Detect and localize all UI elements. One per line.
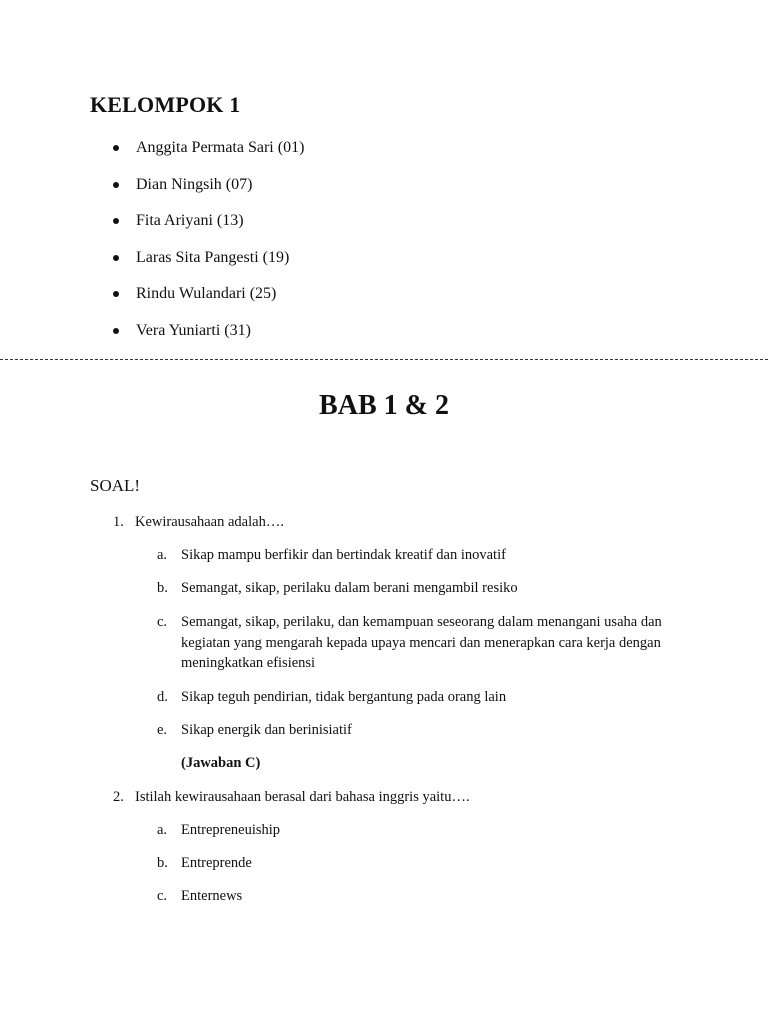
member-name: Rindu Wulandari (25): [136, 285, 277, 303]
list-item: [113, 210, 304, 247]
option-text: Sikap mampu berfikir dan bertindak kreatif dan inovatif: [181, 547, 506, 563]
option-1e: [157, 720, 677, 741]
chapter-title: BAB 1 & 2: [319, 390, 449, 421]
option-text: Sikap teguh pendirian, tidak bergantung pada orang lain: [181, 689, 507, 705]
option-1d: [157, 687, 677, 708]
bullet-icon: [113, 182, 119, 188]
option-text: Enternews: [181, 888, 243, 904]
list-item: [113, 174, 304, 211]
option-letter: c.: [157, 614, 168, 630]
option-1a: [157, 545, 677, 566]
list-item: [113, 283, 304, 320]
option-text: Sikap energik dan berinisiatif: [181, 722, 352, 738]
list-item: [113, 137, 304, 174]
option-text: Entrepreneuiship: [181, 822, 281, 838]
option-letter: a.: [157, 547, 168, 563]
member-name: Anggita Permata Sari (01): [136, 139, 305, 156]
bullet-icon: [113, 218, 119, 224]
option-1c: [157, 612, 677, 674]
bullet-icon: [113, 145, 119, 151]
option-letter: e.: [157, 722, 168, 738]
question-number: 1.: [113, 514, 124, 530]
group-title: KELOMPOK 1: [90, 92, 241, 117]
answer-label: (Jawaban C): [181, 755, 261, 771]
option-2c: [157, 886, 677, 907]
question-text: Kewirausahaan adalah….: [135, 514, 284, 530]
member-name: Fita Ariyani (13): [136, 212, 244, 230]
option-text: Entreprende: [181, 855, 252, 871]
bullet-icon: [113, 328, 119, 334]
bullet-icon: [113, 255, 119, 261]
question-number: 2.: [113, 789, 124, 805]
option-2b: [157, 853, 677, 874]
list-item: [113, 247, 304, 284]
option-text: Semangat, sikap, perilaku dalam berani mengambil resiko: [181, 580, 518, 596]
option-1b: [157, 578, 677, 599]
member-name: Vera Yuniarti (31): [136, 321, 251, 339]
member-list: [113, 137, 304, 357]
member-name: Dian Ningsih (07): [136, 175, 253, 193]
option-letter: b.: [157, 580, 168, 596]
option-2a: [157, 820, 677, 841]
option-letter: a.: [157, 822, 168, 838]
page-divider: [0, 359, 768, 360]
option-letter: c.: [157, 888, 168, 904]
option-letter: d.: [157, 689, 168, 705]
question-text: Istilah kewirausahaan berasal dari bahasa inggris yaitu….: [135, 789, 470, 805]
option-letter: b.: [157, 855, 168, 871]
list-item: [113, 320, 304, 357]
member-name: Laras Sita Pangesti (19): [136, 248, 290, 266]
soal-heading: SOAL!: [90, 476, 141, 495]
bullet-icon: [113, 291, 119, 297]
option-text: Semangat, sikap, perilaku, dan kemampuan seseorang dalam menangani usaha dan kegiatan yang mengarah kepada upaya mencari dan menerapkan cara kerja dengan meningkatkan efisiensi: [181, 614, 662, 671]
